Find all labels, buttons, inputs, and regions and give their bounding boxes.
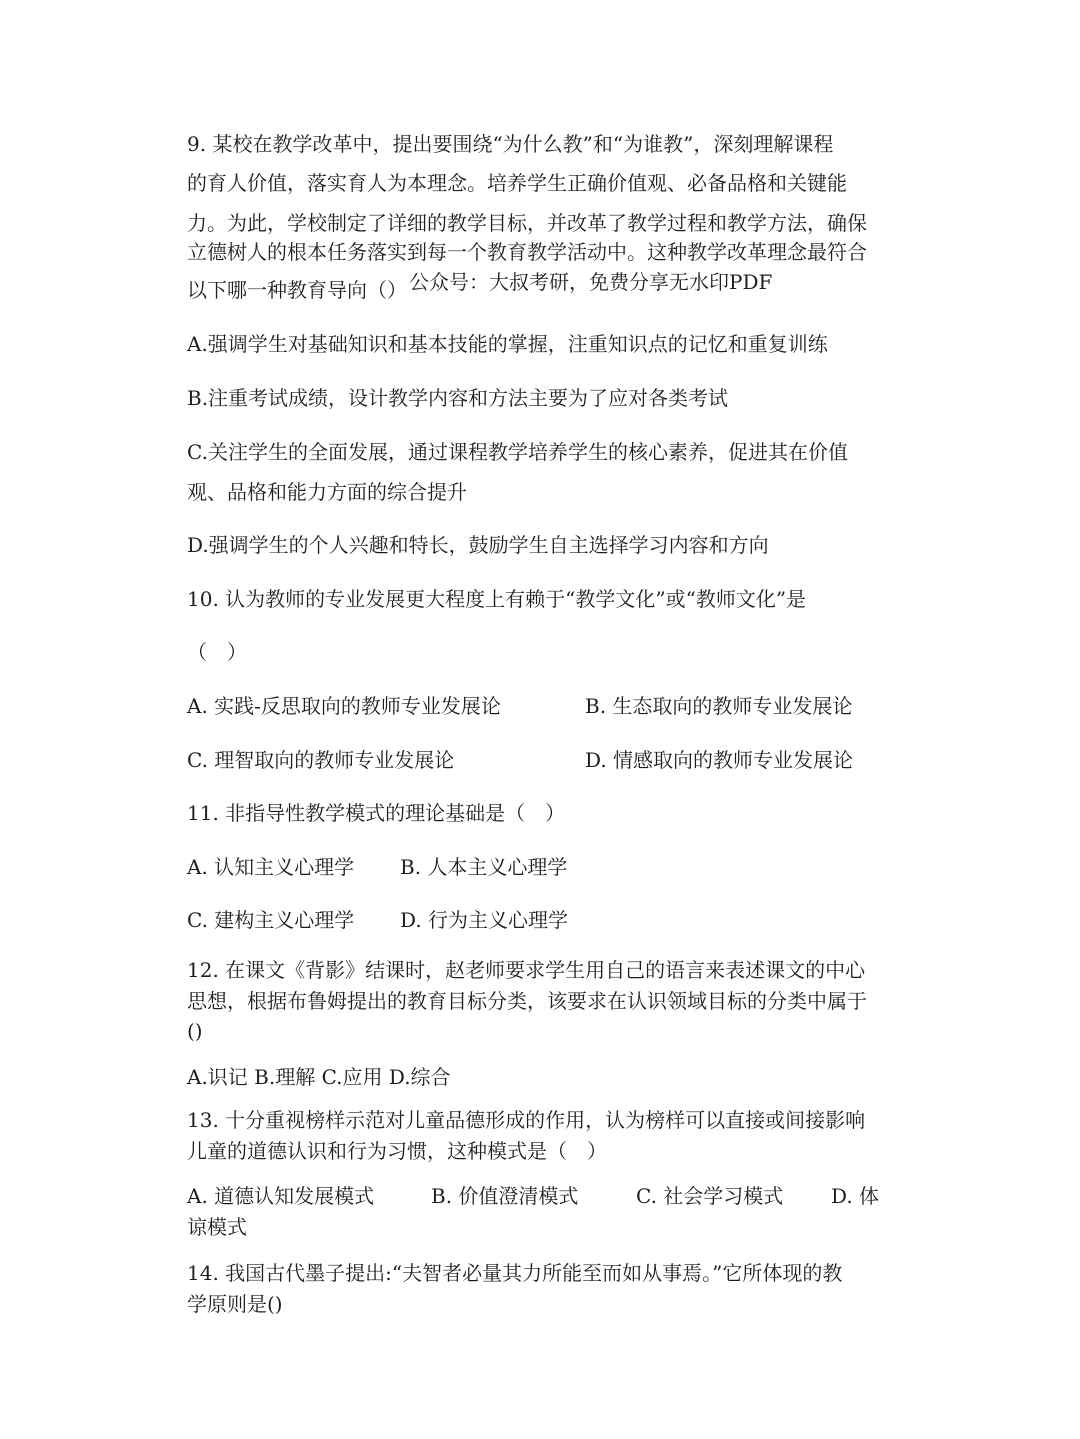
q10-option-a: A. 实践-反思取向的教师专业发展论 — [187, 694, 501, 718]
q12-stem-line-2: 思想，根据布鲁姆提出的教育目标分类，该要求在认识领域目标的分类中属于 — [187, 989, 867, 1013]
q14-stem-line-1: 14. 我国古代墨子提出:“夫智者必量其力所能至而如从事焉。”它所体现的教 — [187, 1261, 843, 1285]
q13-option-a: A. 道德认知发展模式 — [187, 1184, 375, 1208]
q13-option-d: D. 体 — [831, 1184, 880, 1208]
q9-stem-line-1: 9. 某校在教学改革中，提出要围绕“为什么教”和“为谁教”，深刻理解课程 — [187, 132, 834, 156]
q12-stem-line-1: 12. 在课文《背影》结课时，赵老师要求学生用自己的语言来表述课文的中心 — [187, 958, 866, 982]
q9-option-d: D.强调学生的个人兴趣和特长，鼓励学生自主选择学习内容和方向 — [187, 533, 769, 557]
q10-option-c: C. 理智取向的教师专业发展论 — [187, 748, 455, 772]
q9-stem-line-3: 力。为此，学校制定了详细的教学目标，并改革了教学过程和教学方法，确保 — [187, 211, 867, 235]
q13-stem-line-2: 儿童的道德认识和行为习惯，这种模式是（ ） — [187, 1139, 607, 1163]
q10-stem-line-1: 10. 认为教师的专业发展更大程度上有赖于“教学文化”或“教师文化”是 — [187, 587, 807, 611]
q13-option-c: C. 社会学习模式 — [636, 1184, 784, 1208]
q12-options: A.识记 B.理解 C.应用 D.综合 — [187, 1065, 451, 1089]
q11-option-a: A. 认知主义心理学 — [187, 855, 355, 879]
q9-stem-line-2: 的育人价值，落实育人为本理念。培养学生正确价值观、必备品格和关键能 — [187, 171, 847, 195]
q9-option-c-line-2: 观、品格和能力方面的综合提升 — [187, 480, 467, 504]
q10-option-d: D. 情感取向的教师专业发展论 — [585, 748, 854, 772]
q11-option-c: C. 建构主义心理学 — [187, 908, 355, 932]
q9-option-b: B.注重考试成绩，设计教学内容和方法主要为了应对各类考试 — [187, 386, 729, 410]
q11-stem-line-1: 11. 非指导性教学模式的理论基础是（ ） — [187, 801, 566, 825]
q13-option-d-cont: 谅模式 — [187, 1215, 247, 1239]
q10-option-b: B. 生态取向的教师专业发展论 — [585, 694, 853, 718]
q9-stem-line-5: 以下哪一种教育导向（） — [187, 278, 407, 302]
q14-stem-line-2: 学原则是() — [187, 1292, 283, 1316]
q13-option-b: B. 价值澄清模式 — [431, 1184, 579, 1208]
q11-option-d: D. 行为主义心理学 — [400, 908, 569, 932]
q10-answer-paren: （ ） — [187, 640, 247, 664]
q9-stem-line-4: 立德树人的根本任务落实到每一个教育教学活动中。这种教学改革理念最符合 — [187, 240, 867, 264]
q11-option-b: B. 人本主义心理学 — [400, 855, 568, 879]
q9-option-c-line-1: C.关注学生的全面发展，通过课程教学培养学生的核心素养，促进其在价值 — [187, 440, 848, 464]
watermark-text: 公众号：大叔考研，免费分享无水印PDF — [409, 270, 773, 294]
q9-option-a: A.强调学生对基础知识和基本技能的掌握，注重知识点的记忆和重复训练 — [187, 332, 828, 356]
q13-stem-line-1: 13. 十分重视榜样示范对儿童品德形成的作用，认为榜样可以直接或间接影响 — [187, 1108, 866, 1132]
q12-stem-line-3: () — [187, 1019, 203, 1043]
